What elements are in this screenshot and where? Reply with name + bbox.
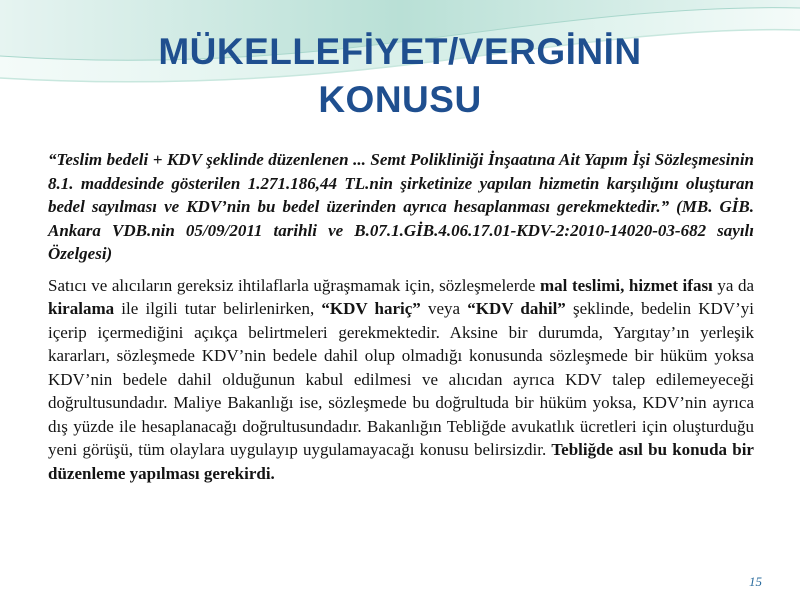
body-text-segment: şeklinde, bedelin KDV’yi içerip içermediğini açıkça belirtmeleri gerekmektedir. Aksine bir durumda, Yargıtay’ın yerleşik kararları, sözleşmede KDV’nin bedele dahil olup olmadığı konusunda sözleşmede bir hüküm yoksa KDV’nin bedele dahil olduğunun kabul edilmesi ve alıcıdan ayrıca KDV talep edilemeyeceği doğrultusundadır. Maliye Bakanlığı ise, sözleşmede bu doğrultuda bir hüküm yoksa, KDV’nin ayrıca dış yüzde ile hesaplanacağı doğrultusundadır. Bakanlığın Tebliğde avukatlık ücretleri için oluşturduğu yeni görüşü, tüm olaylara uygulayıp uygulamayacağı konusu belirsizdir. <box>48 299 754 459</box>
slide-title: MÜKELLEFİYET/VERGİNİN KONUSU <box>158 31 642 120</box>
body-text-segment: veya <box>420 299 468 318</box>
body-text-segment: ya da <box>712 275 755 295</box>
ruling-quote: “Teslim bedeli + KDV şeklinde düzenlenen ... Semt Polikliniği İnşaatına Ait Yapım İşi Sözleşmesinin 8.1. maddesinde gösterilen 1.271.186,44 TL.nin şirketinize yapılan hizmetin karşılığını oluşturan bedel sayılması ve KDV’nin bu bedel üzerinden ayrıca hesaplanması gerekmektedir.” (MB. GİB. Ankara VDB.nin 05/09/2011 tarihli ve B.07.1.GİB.4.06.17.01-KDV-2:2010-14020-03-682 sayılı Özelgesi) <box>48 150 754 263</box>
body-text-emphasis: “KDV hariç” <box>321 299 421 318</box>
body-text-segment: Satıcı ve alıcıların gereksiz ihtilaflarla uğraşmamak için, sözleşmelerde <box>48 275 540 295</box>
slide-content <box>48 148 754 485</box>
body-text-emphasis: kiralama <box>48 299 115 318</box>
body-paragraph <box>48 274 754 486</box>
body-text-emphasis: “KDV dahil” <box>467 299 566 318</box>
body-text-emphasis: mal teslimi, hizmet ifası <box>540 275 713 295</box>
body-text-segment: ile ilgili tutar belirlenirken, <box>114 299 322 318</box>
body-text-conclusion: Tebliğde asıl bu konuda bir düzenleme yapılması gerekirdi. <box>48 440 754 483</box>
page-number: 15 <box>749 574 762 589</box>
